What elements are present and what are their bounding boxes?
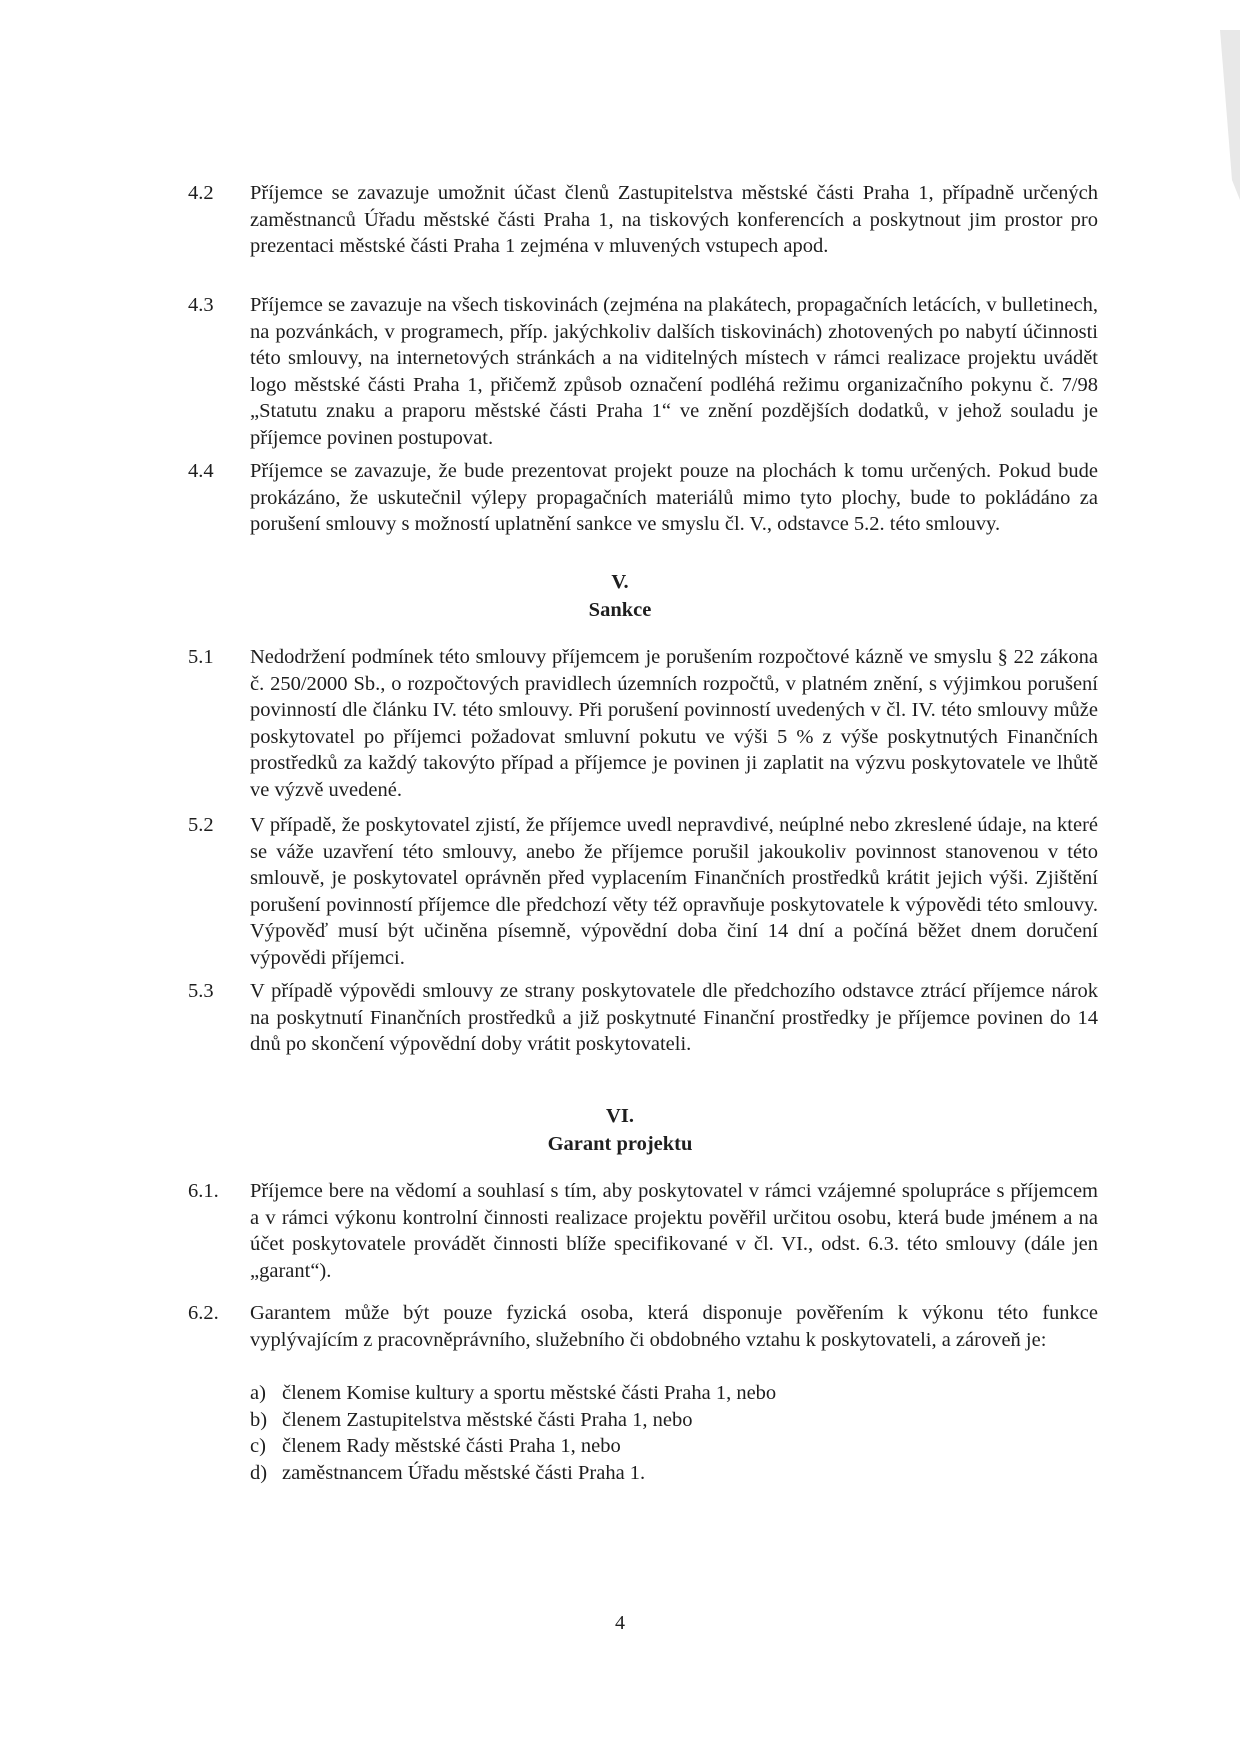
clause-text: Příjemce se zavazuje na všech tiskovinách (zejména na plakátech, propagačních letácích, v bulletinech, na pozvánkách, v programech, příp. jakýchkoliv dalších tiskovinách) zhotovených po nabytí účinnosti této smlouvy, na internetových stránkách a na viditelných místech v rámci realizace projektu uvádět logo městské části Praha 1, přičemž způsob označení podléhá režimu organizačního pokynu č. 7/98 „Statutu znaku a praporu městské části Praha 1“ ve znění pozdějších dodatků, v jehož souladu je příjemce povinen postupovat. [250, 294, 1098, 449]
clause-number: 4.3 [188, 294, 214, 316]
clause-number: 4.2 [188, 182, 214, 204]
clause-5-2 [188, 812, 1098, 971]
clause-number: 6.2. [188, 1302, 219, 1324]
list-item [250, 1407, 1090, 1434]
clause-6-1 [188, 1178, 1098, 1284]
list-item [250, 1380, 1090, 1407]
clause-text: Příjemce bere na vědomí a souhlasí s tím, aby poskytovatel v rámci vzájemné spolupráce s příjemcem a v rámci výkonu kontrolní činnosti realizace projektu pověřil určitou osobu, která bude jménem a na účet poskytovatele provádět činnosti blíže specifikované v čl. VI., odst. 6.3. této smlouvy (dále jen „garant“). [250, 1180, 1098, 1282]
list-marker: a) [250, 1382, 266, 1404]
clause-number: 4.4 [188, 460, 214, 482]
clause-text: Garantem může být pouze fyzická osoba, která disponuje pověřením k výkonu této funkce vyplývajícím z pracovněprávního, služebního či obdobného vztahu k poskytovateli, a zároveň je: [250, 1302, 1098, 1351]
section-title: Garant projektu [547, 1133, 693, 1155]
list-item-text: členem Komise kultury a sportu městské části Praha 1, nebo [282, 1382, 777, 1404]
clause-text: Příjemce se zavazuje, že bude prezentovat projekt pouze na plochách k tomu určených. Pokud bude prokázáno, že uskutečnil výlepy propagačních materiálů mimo tyto plochy, bude to pokládáno za porušení smlouvy s možností uplatnění sankce ve smyslu čl. V., odstavce 5.2. této smlouvy. [250, 460, 1098, 535]
section-roman: VI. [606, 1105, 634, 1127]
section-heading-v [0, 568, 1240, 624]
list-marker: d) [250, 1461, 268, 1484]
clause-4-2 [188, 180, 1098, 260]
clause-number: 5.3 [188, 980, 214, 1002]
list-item [250, 1460, 1090, 1487]
clause-number: 5.2 [188, 814, 214, 836]
clause-4-4 [188, 458, 1098, 538]
list-item-text: členem Zastupitelstva městské části Praha 1, nebo [282, 1408, 693, 1431]
clause-number: 6.1. [188, 1180, 219, 1202]
clause-text: Nedodržení podmínek této smlouvy příjemcem je porušením rozpočtové kázně ve smyslu § 22 zákona č. 250/2000 Sb., o rozpočtových pravidlech územních rozpočtů, v platném znění, s výjimkou porušení povinností dle článku IV. této smlouvy. Při porušení povinností uvedených v čl. IV. této smlouvy může poskytovatel po příjemci požadovat smluvní pokutu ve výši 5 % z výše poskytnutých Finančních prostředků za každý takovýto případ a příjemce je povinen ji zaplatit na výzvu poskytovatele ve lhůtě ve výzvě uvedené. [250, 646, 1098, 801]
list-marker: c) [250, 1435, 266, 1457]
clause-5-1 [188, 644, 1098, 803]
clause-6-2 [188, 1300, 1098, 1353]
clause-text: V případě výpovědi smlouvy ze strany poskytovatele dle předchozího odstavce ztrácí příjemce nárok na poskytnutí Finančních prostředků a již poskytnuté Finanční prostředky je příjemce povinen do 14 dnů po skončení výpovědní doby vrátit poskytovateli. [250, 980, 1098, 1055]
page-number: 4 [615, 1612, 625, 1634]
section-roman: V. [611, 571, 629, 593]
list-marker: b) [250, 1408, 268, 1431]
garant-conditions-list [250, 1380, 1090, 1486]
clause-number: 5.1 [188, 646, 214, 668]
clause-text: V případě, že poskytovatel zjistí, že příjemce uvedl nepravdivé, neúplné nebo zkreslené údaje, na které se váže uzavření této smlouvy, anebo že příjemce porušil jakoukoliv povinnost stanovenou v této smlouvě, je poskytovatel oprávněn před vyplacením Finančních prostředků krátit jejich výši. Zjištění porušení povinností příjemce dle předchozí věty též opravňuje poskytovatele k výpovědi této smlouvy. Výpověď musí být učiněna písemně, výpovědní doba činí 14 dní a počíná běžet dnem doručení výpovědi příjemci. [250, 814, 1098, 969]
list-item [250, 1433, 1090, 1460]
scan-edge-shadow [1180, 30, 1240, 200]
section-heading-vi [0, 1102, 1240, 1158]
clause-4-3 [188, 292, 1098, 451]
list-item-text: zaměstnancem Úřadu městské části Praha 1. [282, 1461, 646, 1484]
clause-text: Příjemce se zavazuje umožnit účast členů Zastupitelstva městské části Praha 1, případně určených zaměstnanců Úřadu městské části Praha 1, na tiskových konferencích a poskytnout jim prostor pro prezentaci městské části Praha 1 zejména v mluvených vstupech apod. [250, 182, 1098, 257]
clause-5-3 [188, 978, 1098, 1058]
section-title: Sankce [588, 599, 652, 621]
list-item-text: členem Rady městské části Praha 1, nebo [282, 1435, 621, 1457]
